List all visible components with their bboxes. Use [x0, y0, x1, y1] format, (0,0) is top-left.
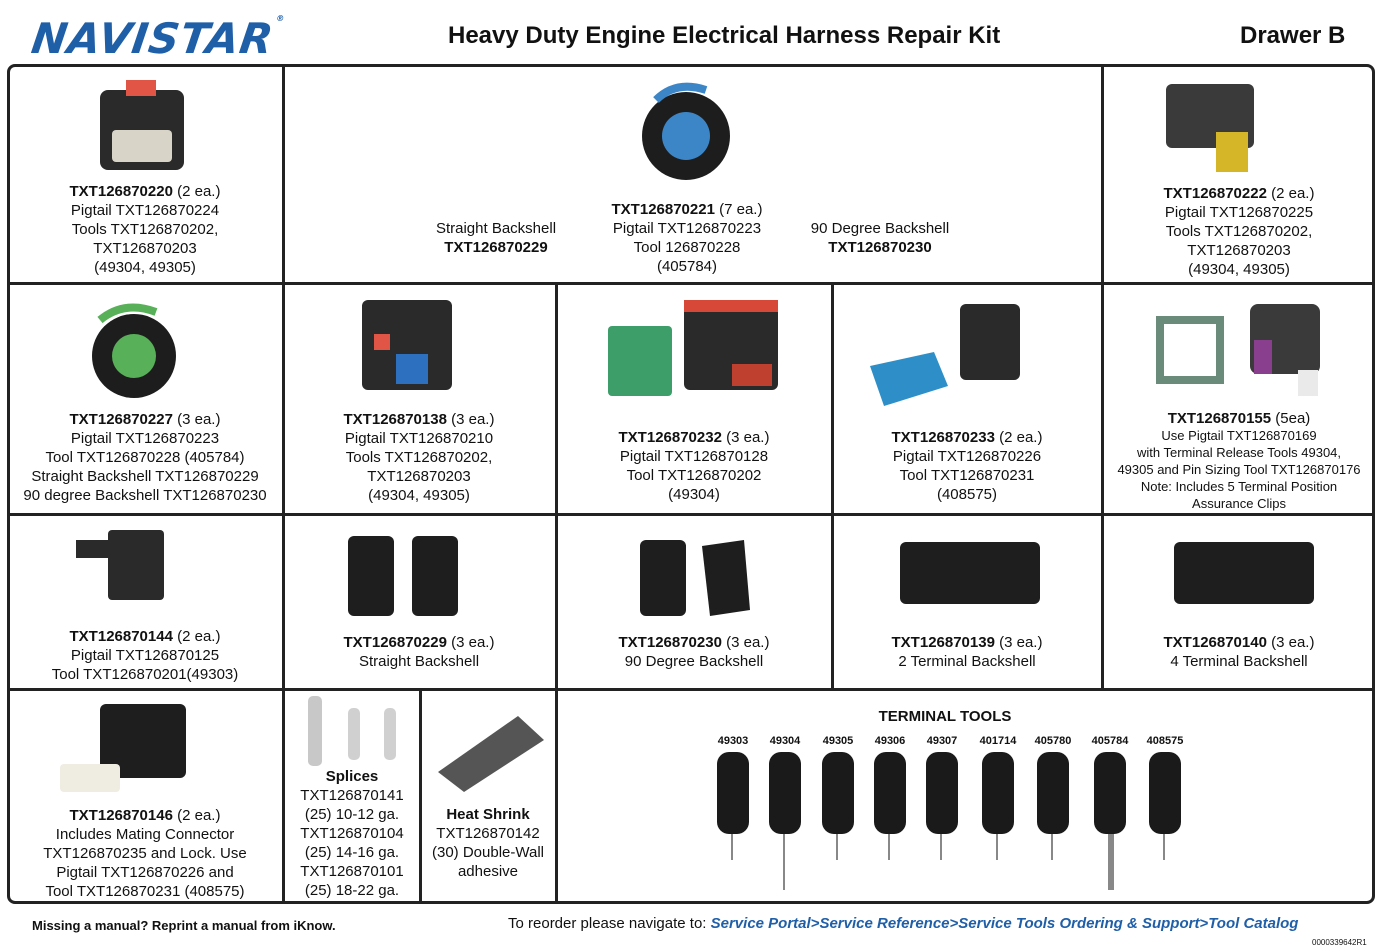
footer-reorder: To reorder please navigate to: Service Portal>Service Reference>Service Tools Ordering & Support>Tool Catalog	[508, 915, 1299, 932]
terminal-tool-icon	[1090, 752, 1130, 892]
cell-7-text: TXT126870233 (2 ea.) Pigtail TXT126870226 Tool TXT126870231 (408575)	[891, 429, 1043, 503]
connector-photo-4	[84, 300, 184, 404]
connector-photo-9	[72, 522, 172, 618]
terminal-tool-icon	[978, 752, 1018, 892]
terminal-tool-label: 49303	[717, 735, 749, 747]
connector-photo-14	[58, 698, 198, 798]
splices-photo	[300, 694, 408, 770]
connector-photo-2	[636, 80, 736, 184]
connector-photo-8	[1154, 300, 1334, 404]
cell-4-text: TXT126870227 (3 ea.) Pigtail TXT126870223 Tool TXT126870228 (405784) Straight Backshell TXT126870229 90 degree Backshell TXT126870230	[23, 411, 267, 504]
backshell-photo-13	[1164, 534, 1324, 614]
cell-2-right-text: 90 Degree Backshell TXT126870230	[810, 220, 950, 256]
terminal-tool-icon	[765, 752, 805, 892]
terminal-tool-label: 405784	[1091, 735, 1129, 747]
cell-2-left-text: Straight Backshell TXT126870229	[435, 220, 557, 256]
cell-5-text: TXT126870138 (3 ea.) Pigtail TXT126870210 Tools TXT126870202, TXT126870203 (49304, 49305)	[343, 411, 495, 504]
terminal-tool-icon	[713, 752, 753, 892]
terminal-tool-icon	[922, 752, 962, 892]
terminal-tools-title: TERMINAL TOOLS	[878, 708, 1012, 725]
cell-8-text: TXT126870155 (5ea) Use Pigtail TXT126870169 with Terminal Release Tools 49304, 49305 and Pin Sizing Tool TXT126870176 Note: Includes 5 Terminal Position Assurance Clips	[1117, 410, 1361, 511]
cell-1-text: TXT126870220 (2 ea.) Pigtail TXT126870224 Tools TXT126870202, TXT126870203 (49304, 49305)	[69, 183, 221, 276]
connector-photo-5	[356, 294, 456, 398]
terminal-tool-label: 49304	[769, 735, 801, 747]
drawer-label: Drawer B	[1240, 22, 1346, 49]
page-title: Heavy Duty Engine Electrical Harness Repair Kit	[448, 22, 1001, 49]
terminal-tool-label: 49306	[874, 735, 906, 747]
footer-manual-note: Missing a manual? Reprint a manual from iKnow.	[32, 918, 336, 933]
cell-3-text: TXT126870222 (2 ea.) Pigtail TXT126870225 Tools TXT126870202, TXT126870203 (49304, 49305)	[1163, 185, 1315, 278]
cell-14-text: TXT126870146 (2 ea.) Includes Mating Connector TXT126870235 and Lock. Use Pigtail TXT126870226 and Tool TXT126870231 (408575)	[43, 807, 247, 900]
heat-shrink-photo	[432, 712, 552, 792]
terminal-tool-label: 401714	[979, 735, 1017, 747]
terminal-tool-icon	[1145, 752, 1185, 892]
connector-photo-7	[864, 296, 1024, 422]
cell-6-text: TXT126870232 (3 ea.) Pigtail TXT126870128 Tool TXT126870202 (49304)	[618, 429, 770, 503]
connector-photo-1	[92, 76, 192, 180]
cell-2-text: TXT126870221 (7 ea.) Pigtail TXT126870223 Tool 126870228 (405784)	[611, 201, 763, 275]
cell-9-text: TXT126870144 (2 ea.) Pigtail TXT126870125 Tool TXT126870201(49303)	[51, 628, 239, 683]
cell-15-text: Splices TXT126870141 (25) 10-12 ga. TXT126870104 (25) 14-16 ga. TXT126870101 (25) 18-22 ga.	[300, 768, 404, 899]
doc-number: 0000339642R1	[1312, 938, 1367, 947]
cell-16-text: Heat Shrink TXT126870142 (30) Double-Wall adhesive	[432, 806, 544, 880]
terminal-tool-label: 405780	[1034, 735, 1072, 747]
navistar-logo: NAVISTAR®	[28, 14, 286, 63]
terminal-tool-label: 49305	[822, 735, 854, 747]
cell-11-text: TXT126870230 (3 ea.) 90 Degree Backshell	[618, 634, 770, 670]
backshell-photo-10	[340, 526, 470, 622]
connector-photo-3	[1160, 74, 1260, 178]
terminal-tool-icon	[1033, 752, 1073, 892]
terminal-tool-label: 408575	[1146, 735, 1184, 747]
terminal-tool-icon	[818, 752, 858, 892]
terminal-tool-icon	[870, 752, 910, 892]
cell-12-text: TXT126870139 (3 ea.) 2 Terminal Backshell	[891, 634, 1043, 670]
cell-10-text: TXT126870229 (3 ea.) Straight Backshell	[343, 634, 495, 670]
backshell-photo-12	[890, 534, 1050, 614]
backshell-photo-11	[632, 526, 762, 622]
connector-photo-6	[604, 296, 784, 404]
cell-13-text: TXT126870140 (3 ea.) 4 Terminal Backshell	[1163, 634, 1315, 670]
tool-catalog-path[interactable]: Service Portal>Service Reference>Service Tools Ordering & Support>Tool Catalog	[710, 915, 1299, 932]
terminal-tool-label: 49307	[926, 735, 958, 747]
